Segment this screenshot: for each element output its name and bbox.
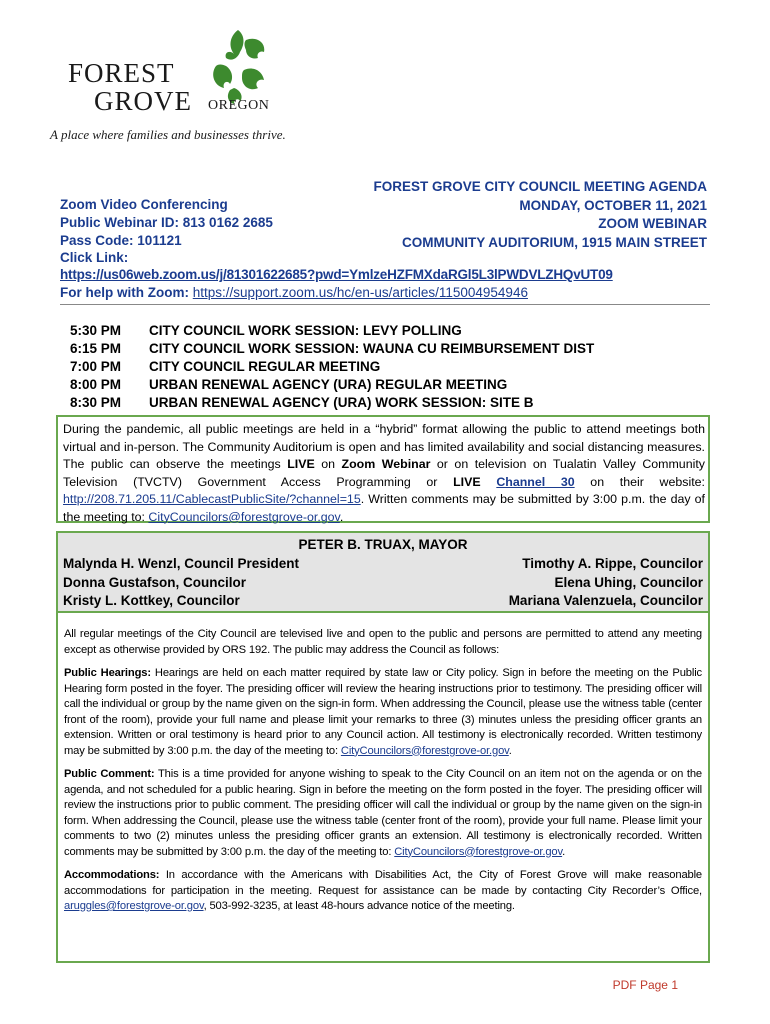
channel-30-link[interactable]: Channel 30 [496,474,575,489]
punctuation: . [562,845,566,858]
meeting-location: COMMUNITY AUDITORIUM, 1915 MAIN STREET [401,234,707,250]
public-comment-text: This is a time provided for anyone wishing to speak to the City Council on an item not on the agenda or on the agenda, and not scheduled for a public hearing. Sign in before the meeting on the form posted in the foyer. The presiding officer will review the instructions prior to public comment. The presiding officer will call the individual or group by the name given on the sign-in form. When addressing the Council, please use the witness table (center front of the room), provide your full name. Please limit your comments to two (2) minutes unless the presiding officer grants an extension. All testimony is electronically recorded. Written comments may be submitted by 3:00 p.m. the day of the meeting to: [64,768,702,858]
notice-text: . Written comments may be submitted by 3:00 p.m. the day of the meeting to: [63,492,705,524]
schedule-row [70,358,594,376]
councilor-name: Timothy A. Rippe, Councilor [522,556,703,571]
mayor-name: PETER B. TRUAX, MAYOR [298,537,468,552]
divider [60,304,710,305]
click-link-label: Click Link: [60,250,129,265]
councilor-name: Kristy L. Kottkey, Councilor [63,593,240,608]
public-comment-paragraph [64,767,702,860]
schedule-time: 8:00 PM [70,377,122,392]
schedule-row [70,394,594,412]
meeting-schedule [70,322,594,412]
zoom-webinar-label: Zoom Webinar [341,457,431,471]
zoom-title: Zoom Video Conferencing [60,197,228,212]
council-email-link[interactable]: CityCouncilors@forestgrove-or.gov [148,509,340,524]
accommodations-label: Accommodations: [64,869,160,881]
cablecast-link[interactable]: http://208.71.205.11/CablecastPublicSite/?channel=15 [63,492,361,506]
live-label: LIVE [287,457,315,471]
zoom-info [60,196,273,250]
councilor-name: Donna Gustafson, Councilor [63,574,247,590]
schedule-row [70,322,594,340]
schedule-row [70,340,594,358]
council-members [56,531,710,611]
pass-code-label: Pass Code: [60,233,134,248]
agenda-title: FOREST GROVE CITY COUNCIL MEETING AGENDA [373,179,707,194]
meeting-format: ZOOM WEBINAR [598,216,707,231]
pass-code: 101121 [137,233,182,248]
logo-text-forest: FOREST [68,58,175,88]
public-hearings-text: Hearings are held on each matter required by state law or City policy. Sign in before the meeting on the Public Hearing form posted in the foyer. The presiding officer will review the hearing instructions prior to testimony. The presiding officer will call the individual or group by the name given on the sign-in form. When addressing the Council, please use the witness table (center front of the room), provide your full name and please limit your remarks to three (3) minutes unless the presiding officer grants an extension. Written or oral testimony is heard prior to any Council action. All testimony is electronically recorded. Written testimony may be submitted by 3:00 p.m. the day of the meeting to: [64,667,702,757]
councilor-name: Malynda H. Wenzl, Council President [63,556,300,571]
page-number: PDF Page 1 [612,978,678,992]
schedule-item: URBAN RENEWAL AGENCY (URA) WORK SESSION: SITE B [149,395,534,410]
webinar-id-line [60,214,273,232]
schedule-item: CITY COUNCIL REGULAR MEETING [149,359,381,374]
tagline: A place where families and businesses thrive. [50,127,286,142]
schedule-row [70,376,594,394]
intro-paragraph: All regular meetings of the City Council are televised live and open to the public and persons are permitted to attend any meeting except as otherwise provided by ORS 192. The public may address the Council as follows: [64,628,702,656]
schedule-time: 6:15 PM [70,341,122,356]
zoom-meeting-link[interactable]: https://us06web.zoom.us/j/81301622685?pwd=YmlzeHZFMXdaRGl5L3lPWDVLZHQvUT09 [60,267,613,282]
webinar-id-label: Public Webinar ID: [60,215,180,230]
hearings-email-link[interactable]: CityCouncilors@forestgrove-or.gov [340,744,509,757]
accommodations-contact: , 503-992-3235, at least 48-hours advance notice of the meeting. [203,900,515,912]
punctuation: . [508,744,512,757]
logo-text-grove: GROVE [94,86,192,116]
oak-leaves-icon [200,26,280,106]
councilor-name: Elena Uhing, Councilor [554,574,703,590]
schedule-item: URBAN RENEWAL AGENCY (URA) REGULAR MEETING [149,377,508,392]
schedule-item: CITY COUNCIL WORK SESSION: WAUNA CU REIMBURSEMENT DIST [149,341,595,356]
pass-code-line [60,232,273,250]
schedule-item: CITY COUNCIL WORK SESSION: LEVY POLLING [149,323,462,338]
schedule-time: 5:30 PM [70,323,122,338]
zoom-help [60,285,528,300]
zoom-help-label: For help with Zoom: [60,285,189,300]
notice-text: on their website: [574,474,705,489]
agenda-header [373,178,707,252]
live-label: LIVE [453,474,481,489]
zoom-help-link[interactable]: https://support.zoom.us/hc/en-us/articles/115004954946 [192,285,528,300]
schedule-time: 8:30 PM [70,395,122,410]
public-participation-notice [56,611,710,963]
logo-text-oregon: OREGON [208,98,270,113]
public-hearings-label: Public Hearings: [64,667,151,679]
notice-text: . [339,509,344,524]
councilor-name: Mariana Valenzuela, Councilor [508,593,703,608]
council-right-column [509,555,703,611]
recorder-email-link[interactable]: aruggles@forestgrove-or.gov [64,900,204,912]
public-comment-label: Public Comment: [64,768,155,780]
webinar-id: 813 0162 2685 [182,215,273,230]
notice-text: During the pandemic, all public meetings are held in a “hybrid” format allowing the public to attend meetings both virtual and in-person. The Community Auditorium is open and has limited availability and social distancing measures. The public can observe the meetings [63,422,705,471]
public-hearings-paragraph [64,666,702,759]
council-left-column [63,555,299,611]
notice-text: or on television on Tualatin Valley Community Television (TVCTV) Government Access Programming or [63,457,705,489]
accommodations-paragraph [64,868,702,915]
accommodations-text: In accordance with the Americans with Disabilities Act, the City of Forest Grove will make reasonable accommodations for participation in the meeting. Request for assistance can be made by contacting City Recorder’s Office, [64,869,702,897]
comment-email-link[interactable]: CityCouncilors@forestgrove-or.gov [394,845,563,858]
meeting-date: MONDAY, OCTOBER 11, 2021 [519,197,707,213]
hybrid-meeting-notice [56,415,710,523]
schedule-time: 7:00 PM [70,359,122,374]
notice-text: on [314,457,342,471]
